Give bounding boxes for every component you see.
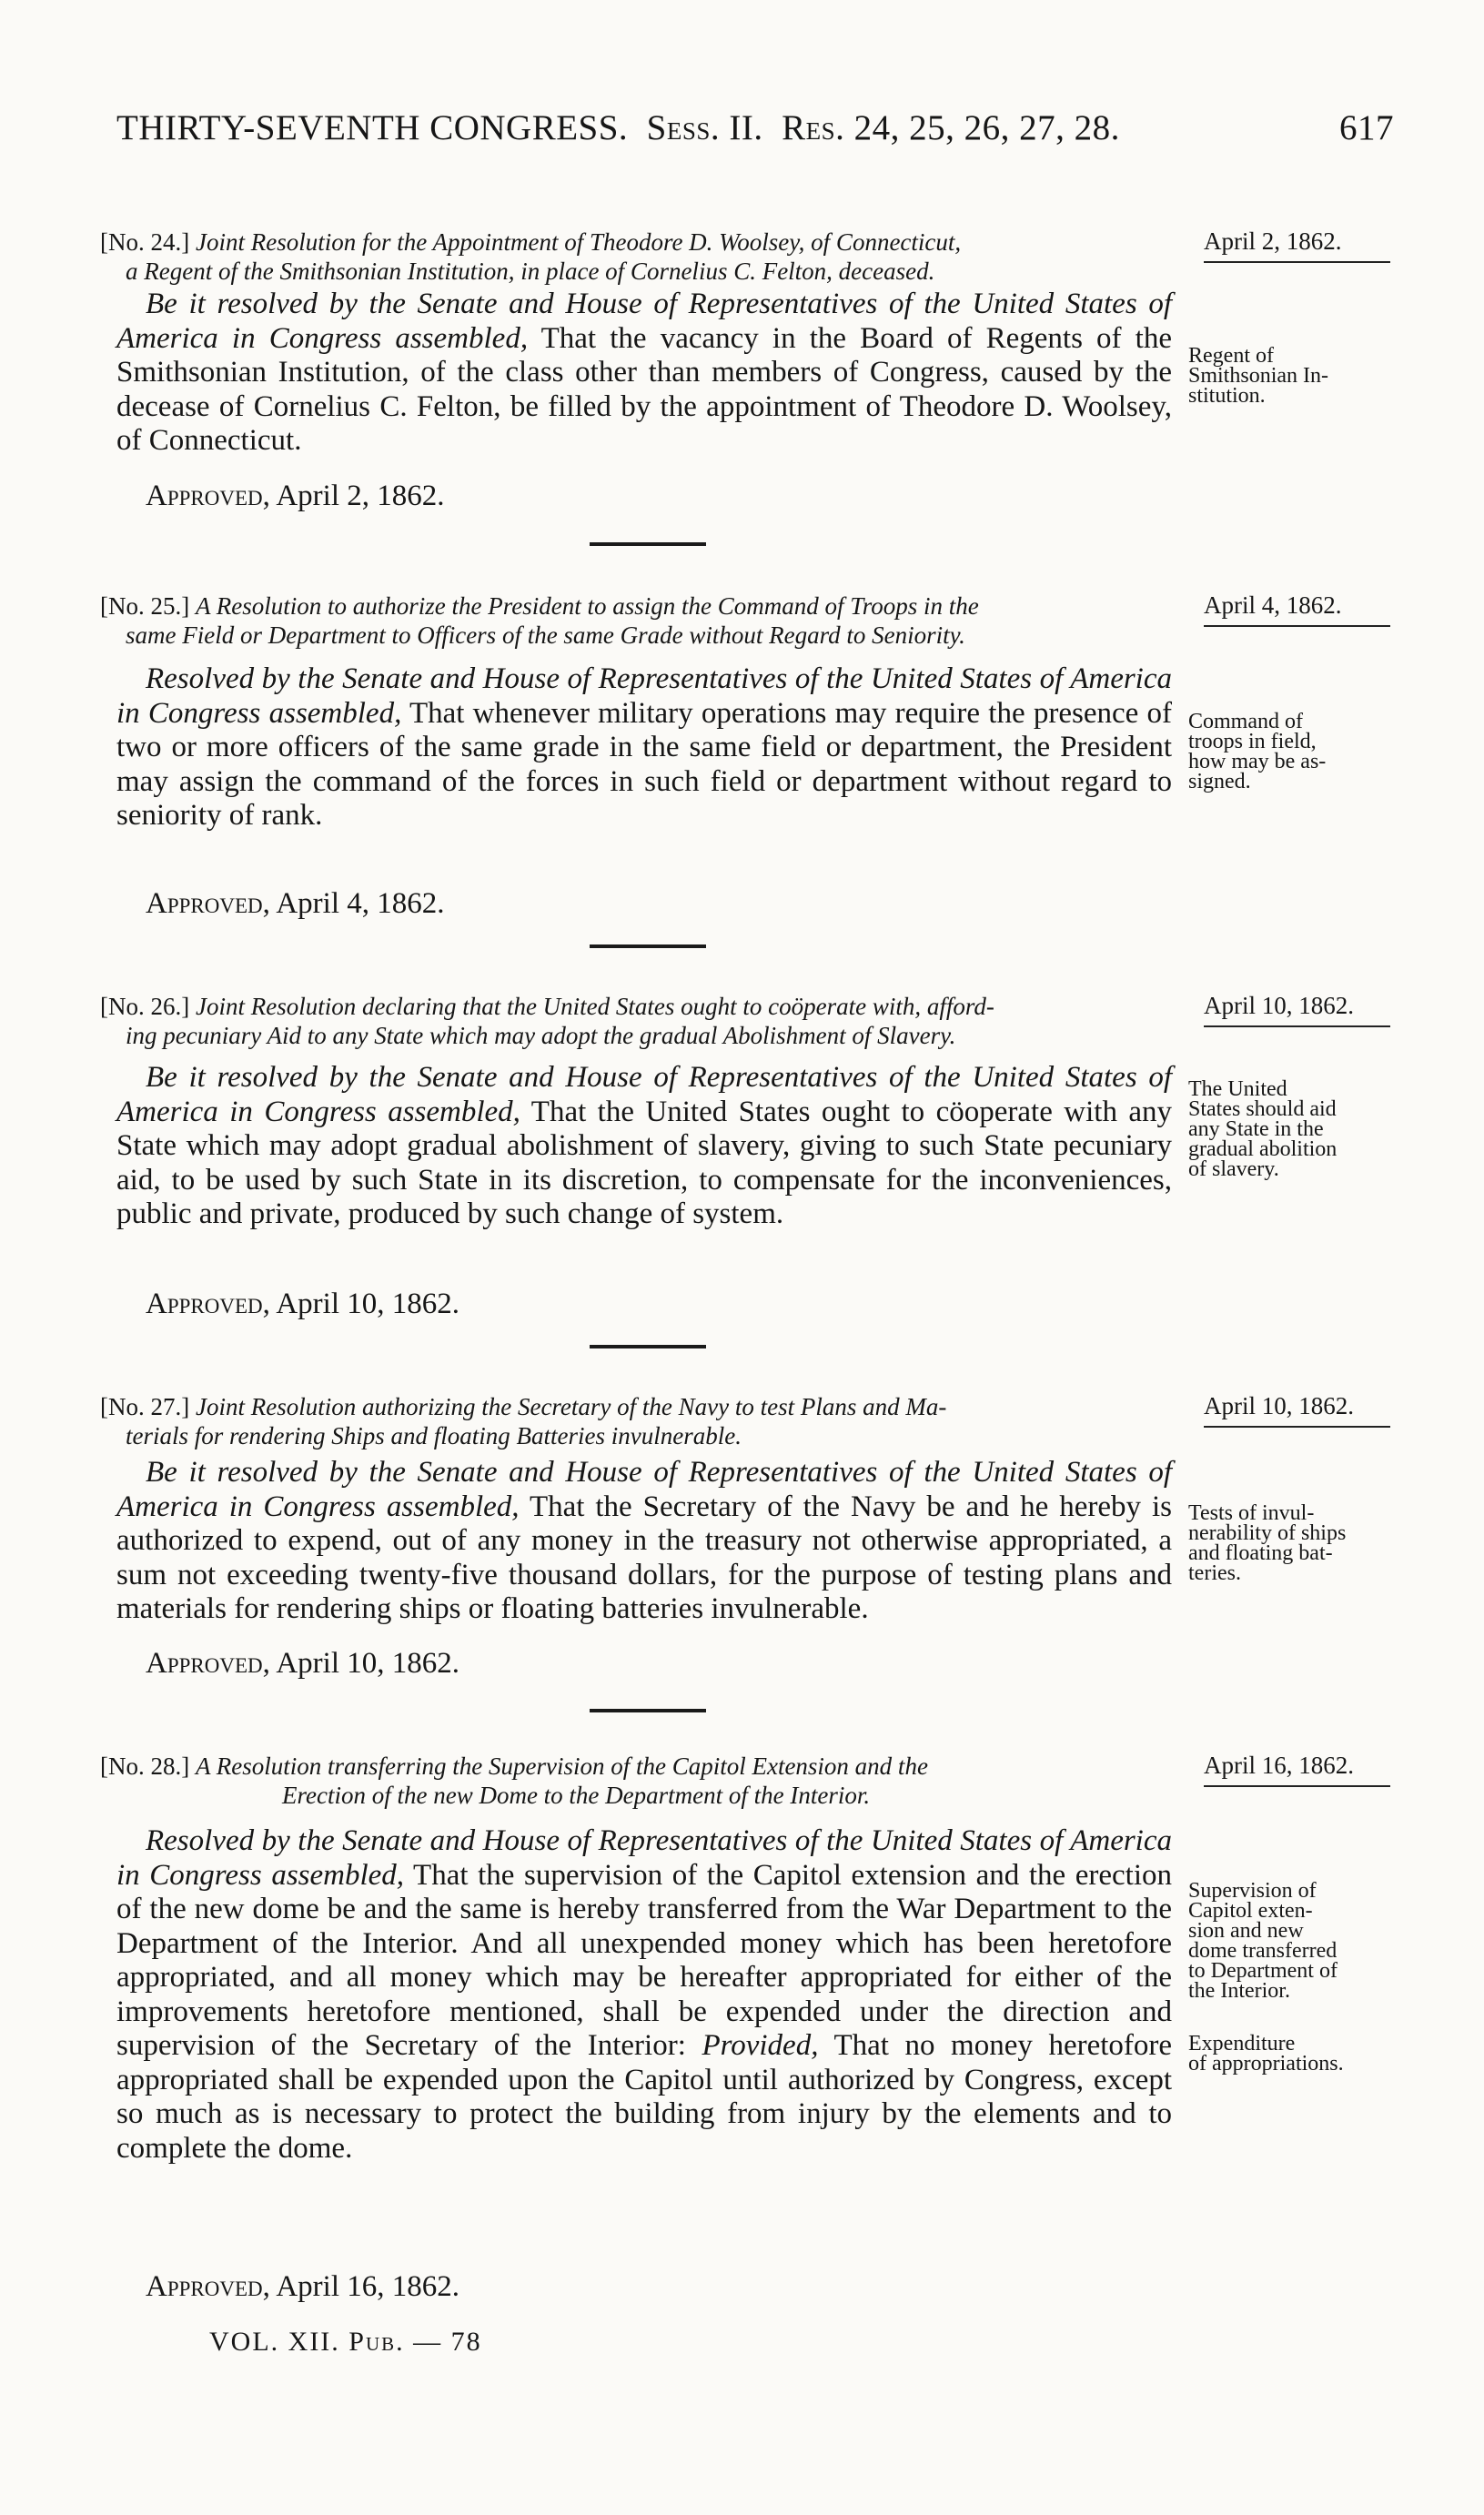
margin-note-line: the Interior. bbox=[1188, 1979, 1290, 2003]
resolution-title-line1: A Resolution transferring the Supervision of the Capitol Extension and the bbox=[195, 1752, 928, 1780]
resolution-date: April 4, 1862. bbox=[1204, 591, 1390, 627]
margin-note-line: Regent of bbox=[1188, 344, 1274, 368]
margin-note bbox=[1188, 712, 1399, 792]
margin-note-line: dome transferred bbox=[1188, 1939, 1338, 1963]
resolution-header bbox=[100, 1392, 1192, 1450]
margin-note-line: teries. bbox=[1188, 1561, 1241, 1585]
resolution-date: April 10, 1862. bbox=[1204, 1392, 1390, 1428]
proviso-word: Provided, bbox=[702, 2029, 819, 2062]
running-head bbox=[116, 107, 1394, 162]
page-number: 617 bbox=[1339, 108, 1394, 147]
resolution-header bbox=[100, 1752, 1192, 1810]
margin-note-line: sion and new bbox=[1188, 1919, 1304, 1943]
margin-note-line: States should aid bbox=[1188, 1097, 1337, 1121]
resolution-body bbox=[116, 1456, 1172, 1627]
margin-note-line: The United bbox=[1188, 1077, 1287, 1101]
resolution-number: [No. 28.] bbox=[100, 1752, 190, 1780]
resolution-body bbox=[116, 288, 1172, 459]
margin-note-line: Tests of invul- bbox=[1188, 1501, 1315, 1525]
margin-note-line: to Department of bbox=[1188, 1959, 1338, 1983]
resolution-date: April 10, 1862. bbox=[1204, 992, 1390, 1027]
proviso-text: That no money heretofore appropriated shall be expended upon the Capitol until authorized by Congress, except so much as is necessary to protect the building from injury by the elements and to complete the dome. bbox=[116, 2029, 1173, 2165]
approved-date: April 4, 1862. bbox=[276, 887, 445, 920]
margin-note-line: signed. bbox=[1188, 770, 1251, 793]
margin-note bbox=[1188, 1881, 1399, 2001]
approved-label: Approved, bbox=[146, 480, 270, 512]
margin-note bbox=[1188, 2034, 1399, 2074]
resolution-text: That the supervision of the Capitol extension and the erection of the new dome be and the same is hereby transferred from the War Department to the Department of the Interior. And all unexpended money which has been heretofore appropriated, and all money which may be hereafter appropriated for either of the improvements heretofore mentioned, shall be expended under the direction and supervision of the Secretary of the Interior: bbox=[116, 1858, 1172, 2062]
approved-line bbox=[146, 480, 445, 513]
margin-note bbox=[1188, 346, 1399, 406]
resolution-text: That whenever military operations may require the presence of two or more officers of the same grade in the same field or department, the President may assign the command of the forces in such field or department without regard to seniority of rank. bbox=[116, 696, 1172, 832]
congress-label: THIRTY-SEVENTH CONGRESS. bbox=[116, 108, 629, 147]
margin-note-line: any State in the bbox=[1188, 1117, 1324, 1141]
resolution-body bbox=[116, 1061, 1172, 1232]
margin-note-line: of slavery. bbox=[1188, 1157, 1279, 1181]
resolution-title-line2: same Field or Department to Officers of the same Grade without Regard to Seniority. bbox=[126, 621, 965, 649]
enacting-clause: Be it resolved by the Senate and House of Representatives of the United States of America in Congress assembled, bbox=[116, 1061, 1172, 1128]
approved-label: Approved, bbox=[146, 1647, 270, 1680]
resolution-number: [No. 26.] bbox=[100, 993, 190, 1020]
resolution-body bbox=[116, 662, 1172, 833]
margin-note-line: Expenditure bbox=[1188, 2032, 1296, 2055]
section-divider bbox=[590, 542, 706, 546]
margin-note-line: nerability of ships bbox=[1188, 1521, 1347, 1545]
margin-note-line: troops in field, bbox=[1188, 730, 1317, 753]
margin-note-line: Supervision of bbox=[1188, 1879, 1317, 1903]
margin-note-line: of appropriations. bbox=[1188, 2052, 1344, 2076]
resolution-text: That the United States ought to cöoperate with any State which may adopt gradual abolishment of slavery, giving to such State pecuniary aid, to be used by such State in its discretion, to compensate for the inconveniences, public and private, produced by such change of system. bbox=[116, 1095, 1173, 1230]
signature-footer: VOL. XII. Pub. — 78 bbox=[209, 2327, 482, 2357]
resolution-date: April 16, 1862. bbox=[1204, 1752, 1390, 1787]
approved-label: Approved, bbox=[146, 2270, 270, 2303]
margin-note-line: Command of bbox=[1188, 710, 1303, 733]
approved-label: Approved, bbox=[146, 1288, 270, 1320]
resolution-title-line2: a Regent of the Smithsonian Institution, in place of Cornelius C. Felton, deceased. bbox=[126, 258, 935, 285]
resolution-date: April 2, 1862. bbox=[1204, 227, 1390, 263]
session-label: Sess. II. bbox=[646, 108, 763, 147]
resolution-body bbox=[116, 1824, 1172, 2166]
margin-note-line: how may be as- bbox=[1188, 750, 1327, 773]
resolution-header bbox=[100, 227, 1192, 286]
margin-note-line: Smithsonian In- bbox=[1188, 364, 1328, 388]
margin-note-line: stitution. bbox=[1188, 384, 1266, 408]
resolution-title-line1: Joint Resolution declaring that the United States ought to coöperate with, afford- bbox=[195, 993, 994, 1020]
margin-note bbox=[1188, 1079, 1399, 1179]
margin-note-line: and floating bat- bbox=[1188, 1541, 1333, 1565]
running-head-title bbox=[116, 107, 1120, 148]
resolution-text: That the Secretary of the Navy be and he hereby is authorized to expend, out of any money in the treasury not otherwise appropriated, a sum not exceeding twenty-five thousand dollars, for the purpose of testing plans and materials for rendering ships or floating batteries invulnerable. bbox=[116, 1490, 1172, 1625]
resolution-title-line2: terials for rendering Ships and floating Batteries invulnerable. bbox=[126, 1422, 742, 1449]
resolution-text: That the vacancy in the Board of Regents of the Smithsonian Institution, of the class other than members of Congress, caused by the decease of Cornelius C. Felton, be filled by the appointment of Theodore D. Woolsey, of Connecticut. bbox=[116, 321, 1172, 457]
resolution-title-line1: Joint Resolution authorizing the Secretary of the Navy to test Plans and Ma- bbox=[195, 1393, 947, 1420]
resolutions-label: Res. 24, 25, 26, 27, 28. bbox=[782, 108, 1120, 147]
enacting-clause: Be it resolved by the Senate and House of Representatives of the United States of America in Congress assembled, bbox=[116, 1456, 1172, 1523]
section-divider bbox=[590, 1345, 706, 1348]
resolution-title-line2: Erection of the new Dome to the Department of the Interior. bbox=[282, 1782, 871, 1809]
approved-date: April 16, 1862. bbox=[276, 2270, 459, 2303]
approved-line bbox=[146, 1647, 459, 1681]
resolution-title-line1: Joint Resolution for the Appointment of Theodore D. Woolsey, of Connecticut, bbox=[195, 228, 962, 256]
resolution-number: [No. 25.] bbox=[100, 592, 190, 620]
resolution-header bbox=[100, 591, 1192, 650]
approved-date: April 10, 1862. bbox=[276, 1288, 459, 1320]
approved-line bbox=[146, 1288, 459, 1321]
resolution-title-line2: ing pecuniary Aid to any State which may adopt the gradual Abolishment of Slavery. bbox=[126, 1022, 956, 1049]
enacting-clause: Be it resolved by the Senate and House of Representatives of the United States of America in Congress assembled, bbox=[116, 288, 1172, 355]
approved-label: Approved, bbox=[146, 887, 270, 920]
approved-date: April 2, 1862. bbox=[276, 480, 445, 512]
approved-date: April 10, 1862. bbox=[276, 1647, 459, 1680]
resolution-header bbox=[100, 992, 1192, 1050]
resolution-number: [No. 27.] bbox=[100, 1393, 190, 1420]
margin-note-line: Capitol exten- bbox=[1188, 1899, 1313, 1923]
margin-note-line: gradual abolition bbox=[1188, 1137, 1338, 1161]
enacting-clause: Resolved by the Senate and House of Representatives of the United States of America in Congress assembled, bbox=[116, 1824, 1172, 1892]
section-divider bbox=[590, 944, 706, 948]
resolution-number: [No. 24.] bbox=[100, 228, 190, 256]
approved-line bbox=[146, 2270, 459, 2304]
enacting-clause: Resolved by the Senate and House of Representatives of the United States of America in Congress assembled, bbox=[116, 662, 1172, 730]
approved-line bbox=[146, 887, 445, 921]
section-divider bbox=[590, 1709, 706, 1712]
resolution-title-line1: A Resolution to authorize the President to assign the Command of Troops in the bbox=[195, 592, 979, 620]
margin-note bbox=[1188, 1503, 1399, 1583]
